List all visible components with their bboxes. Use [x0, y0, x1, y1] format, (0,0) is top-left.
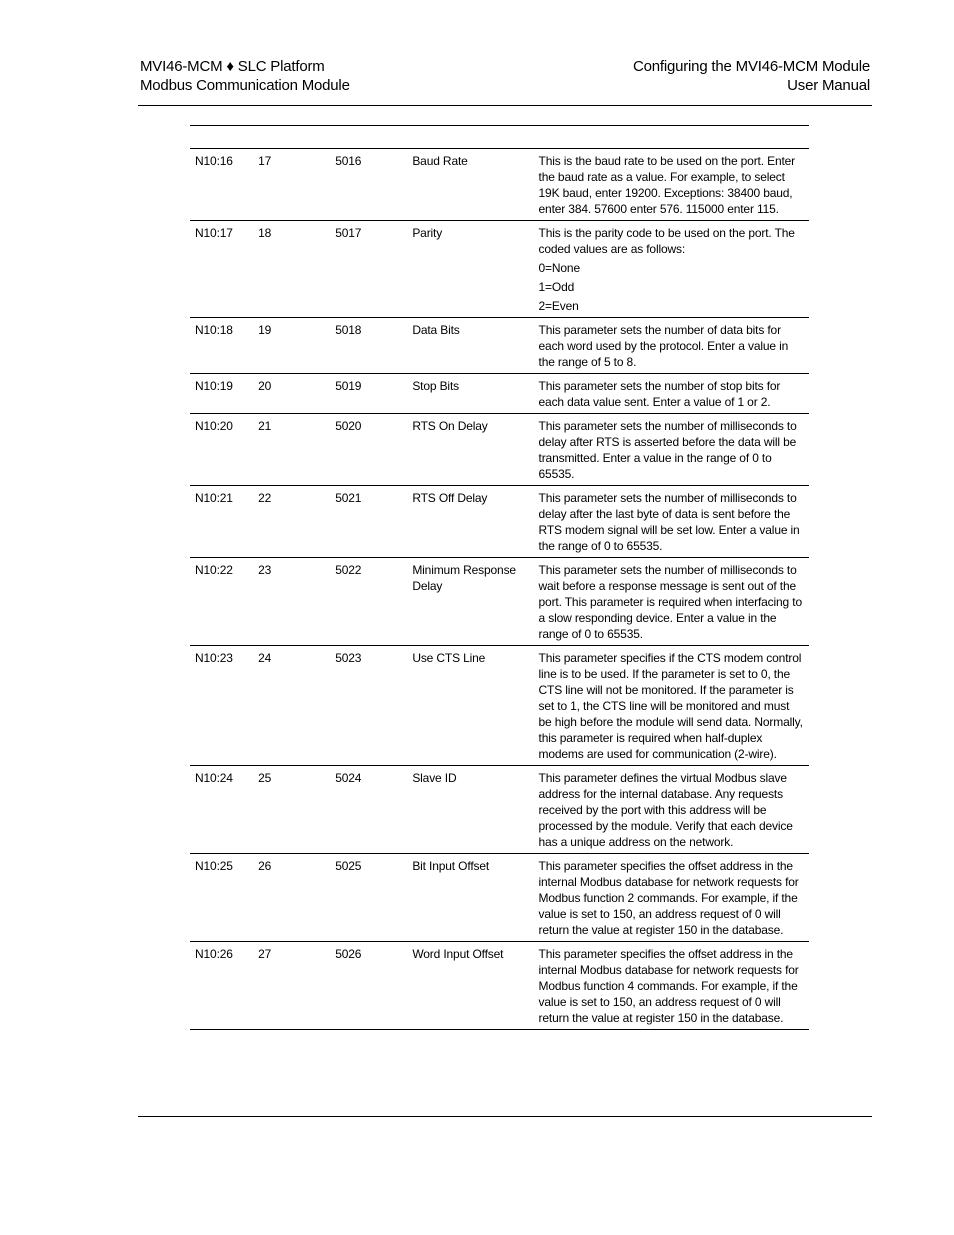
cell-description	[534, 558, 809, 646]
cell-register: 5018	[330, 318, 407, 374]
cell-address: N10:17	[190, 221, 253, 318]
cell-register: 5017	[330, 221, 407, 318]
footer-divider	[138, 1116, 872, 1117]
cell-register: 5025	[330, 854, 407, 942]
cell-register: 5021	[330, 486, 407, 558]
cell-address: N10:19	[190, 374, 253, 414]
table-top-divider	[190, 125, 809, 126]
description-text: This parameter sets the number of milliseconds to delay after the last byte of data is sent before the RTS modem signal will be set low. Enter a value in the range of 0 to 65535.	[538, 491, 800, 553]
header-right	[633, 57, 870, 95]
parameter-table-body	[190, 149, 809, 1030]
cell-address: N10:26	[190, 942, 253, 1030]
cell-address: N10:22	[190, 558, 253, 646]
description-value-line: 1=Odd	[538, 280, 575, 294]
cell-offset: 18	[253, 221, 330, 318]
table-row	[190, 486, 809, 558]
description-text: This parameter specifies if the CTS modem control line is to be used. If the parameter is set to 0, the CTS line will not be monitored. If the parameter is set to 1, the CTS line will be monitored and must be high before the module will send data. Normally, this parameter is required when half-duplex modems are used for communication (2-wire).	[538, 651, 803, 761]
cell-register: 5024	[330, 766, 407, 854]
table-row	[190, 318, 809, 374]
cell-parameter-name: Bit Input Offset	[407, 854, 533, 942]
cell-address: N10:23	[190, 646, 253, 766]
cell-offset: 20	[253, 374, 330, 414]
cell-register: 5019	[330, 374, 407, 414]
parameter-table	[190, 148, 809, 1030]
description-text: This is the parity code to be used on the port. The coded values are as follows:	[538, 226, 795, 256]
cell-description	[534, 318, 809, 374]
cell-offset: 21	[253, 414, 330, 486]
cell-register: 5020	[330, 414, 407, 486]
cell-address: N10:16	[190, 149, 253, 221]
cell-address: N10:24	[190, 766, 253, 854]
description-text: This is the baud rate to be used on the port. Enter the baud rate as a value. For example, to select 19K baud, enter 19200. Exceptions: 38400 baud, enter 384. 57600 enter 576. 115000 enter 115.	[538, 154, 796, 216]
product-subtitle: Modbus Communication Module	[140, 77, 350, 94]
table-row	[190, 942, 809, 1030]
cell-parameter-name: Parity	[407, 221, 533, 318]
cell-description	[534, 374, 809, 414]
cell-description	[534, 942, 809, 1030]
table-row	[190, 149, 809, 221]
description-text: This parameter specifies the offset address in the internal Modbus database for network requests for Modbus function 4 commands. For example, if the value is set to 150, an address request of 0 will return the value at register 150 in the database.	[538, 947, 799, 1025]
table-row	[190, 766, 809, 854]
cell-description	[534, 486, 809, 558]
cell-offset: 17	[253, 149, 330, 221]
cell-register: 5023	[330, 646, 407, 766]
cell-parameter-name: RTS Off Delay	[407, 486, 533, 558]
cell-parameter-name: Minimum Response Delay	[407, 558, 533, 646]
cell-register: 5022	[330, 558, 407, 646]
cell-parameter-name: Use CTS Line	[407, 646, 533, 766]
cell-register: 5026	[330, 942, 407, 1030]
cell-offset: 25	[253, 766, 330, 854]
cell-description	[534, 221, 809, 318]
cell-parameter-name: Word Input Offset	[407, 942, 533, 1030]
description-text: This parameter sets the number of data bits for each word used by the protocol. Enter a value in the range of 5 to 8.	[538, 323, 789, 369]
cell-parameter-name: Baud Rate	[407, 149, 533, 221]
cell-description	[534, 149, 809, 221]
cell-offset: 24	[253, 646, 330, 766]
description-text: This parameter defines the virtual Modbus slave address for the internal database. Any requests received by the port with this address will be processed by the module. Verify that each device has a unique address on the network.	[538, 771, 793, 849]
cell-description	[534, 766, 809, 854]
cell-address: N10:18	[190, 318, 253, 374]
cell-offset: 22	[253, 486, 330, 558]
table-row	[190, 221, 809, 318]
table-row	[190, 854, 809, 942]
description-text: This parameter sets the number of milliseconds to wait before a response message is sent out of the port. This parameter is required when interfacing to a slow responding device. Enter a value in the range of 0 to 65535.	[538, 563, 802, 641]
cell-offset: 26	[253, 854, 330, 942]
cell-parameter-name: RTS On Delay	[407, 414, 533, 486]
product-title: MVI46-MCM ♦ SLC Platform	[140, 58, 325, 75]
cell-description	[534, 646, 809, 766]
cell-parameter-name: Data Bits	[407, 318, 533, 374]
cell-address: N10:20	[190, 414, 253, 486]
cell-offset: 23	[253, 558, 330, 646]
cell-description	[534, 414, 809, 486]
header-left	[140, 57, 350, 95]
cell-description	[534, 854, 809, 942]
table-row	[190, 414, 809, 486]
document-type: User Manual	[787, 77, 870, 94]
cell-offset: 19	[253, 318, 330, 374]
cell-parameter-name: Stop Bits	[407, 374, 533, 414]
description-text: This parameter sets the number of milliseconds to delay after RTS is asserted before the data will be transmitted. Enter a value in the range of 0 to 65535.	[538, 419, 797, 481]
cell-parameter-name: Slave ID	[407, 766, 533, 854]
cell-address: N10:21	[190, 486, 253, 558]
description-text: This parameter specifies the offset address in the internal Modbus database for network requests for Modbus function 2 commands. For example, if the value is set to 150, an address request of 0 will return the value at register 150 in the database.	[538, 859, 799, 937]
description-value-line: 0=None	[538, 261, 580, 275]
cell-address: N10:25	[190, 854, 253, 942]
table-row	[190, 558, 809, 646]
description-text: This parameter sets the number of stop bits for each data value sent. Enter a value of 1 or 2.	[538, 379, 781, 409]
cell-offset: 27	[253, 942, 330, 1030]
header-divider	[138, 105, 872, 106]
table-row	[190, 374, 809, 414]
description-value-line: 2=Even	[538, 299, 579, 313]
table-row	[190, 646, 809, 766]
cell-register: 5016	[330, 149, 407, 221]
section-title: Configuring the MVI46-MCM Module	[632, 58, 870, 75]
